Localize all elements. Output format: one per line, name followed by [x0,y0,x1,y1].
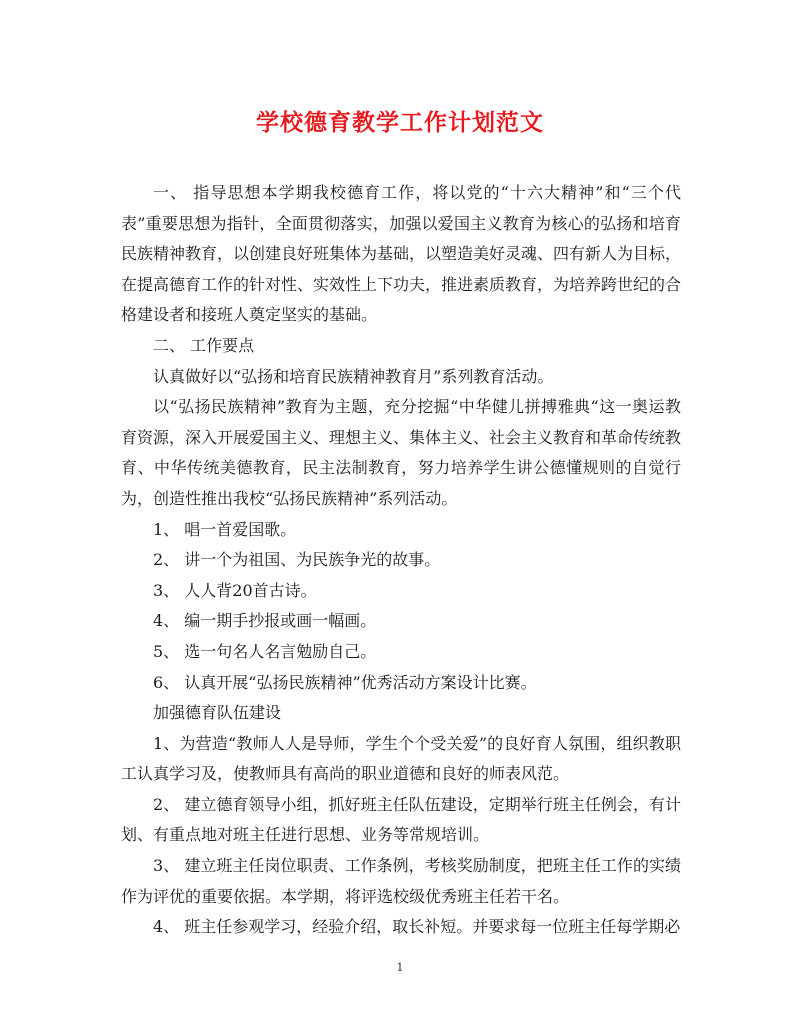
list-item-2: 2、 讲一个为祖国、为民族争光的故事。 [153,550,441,570]
paragraph-work-points-heading: 二、 工作要点 [153,335,255,355]
list-item-4: 4、 编一期手抄报或画一幅画。 [153,611,377,631]
list-item-5: 5、 选一句名人名言勉励自己。 [153,641,377,661]
team-item-1: 1、为营造“教师人人是导师，学生个个受关爱”的良好育人氛围，组织教职工认真学习及，使教师具有高尚的职业道德和良好的师表风范。 [121,733,681,784]
page-number: 1 [396,961,404,974]
list-item-6: 6、 认真开展“弘扬民族精神”优秀活动方案设计比赛。 [153,672,537,692]
document-title: 学校德育教学工作计划范文 [256,109,544,136]
team-item-2: 2、 建立德育领导小组，抓好班主任队伍建设，定期举行班主任例会，有计划、有重点地对班主任进行思想、业务等常规培训。 [121,794,681,845]
paragraph-education-month: 认真做好以“弘扬和培育民族精神教育月”系列教育活动。 [153,366,554,386]
paragraph-national-spirit-theme: 以“弘扬民族精神”教育为主题，充分挖掘“中华健儿拼搏雅典“这一奥运教育资源，深入开展爱国主义、理想主义、集体主义、社会主义教育和革命传统教育、中华传统美德教育，民主法制教育，努力培养学生讲公德懂规则的自觉行为，创造性推出我校“弘扬民族精神”系列活动。 [121,397,682,508]
section-heading-team-building: 加强德育队伍建设 [153,703,282,723]
paragraph-guiding-ideology: 一、 指导思想本学期我校德育工作，将以党的“十六大精神”和“三个代表”重要思想为指针，全面贯彻落实，加强以爱国主义教育为核心的弘扬和培育民族精神教育，以创建良好班集体为基础，以塑造美好灵魂、四有新人为目标，在提高德育工作的针对性、实效性上下功夫，推进素质教育，为培养跨世纪的合格建设者和接班人奠定坚实的基础。 [121,183,682,325]
list-item-3: 3、 人人背20首古诗。 [153,580,317,600]
team-item-3: 3、 建立班主任岗位职责、工作条例，考核奖励制度，把班主任工作的实绩作为评优的重要依据。本学期，将评选校级优秀班主任若干名。 [121,856,681,906]
document-body [121,178,681,943]
team-item-4: 4、 班主任参观学习，经验介绍，取长补短。并要求每一位班主任每学期必 [153,917,681,937]
list-item-1: 1、 唱一首爱国歌。 [153,519,297,539]
